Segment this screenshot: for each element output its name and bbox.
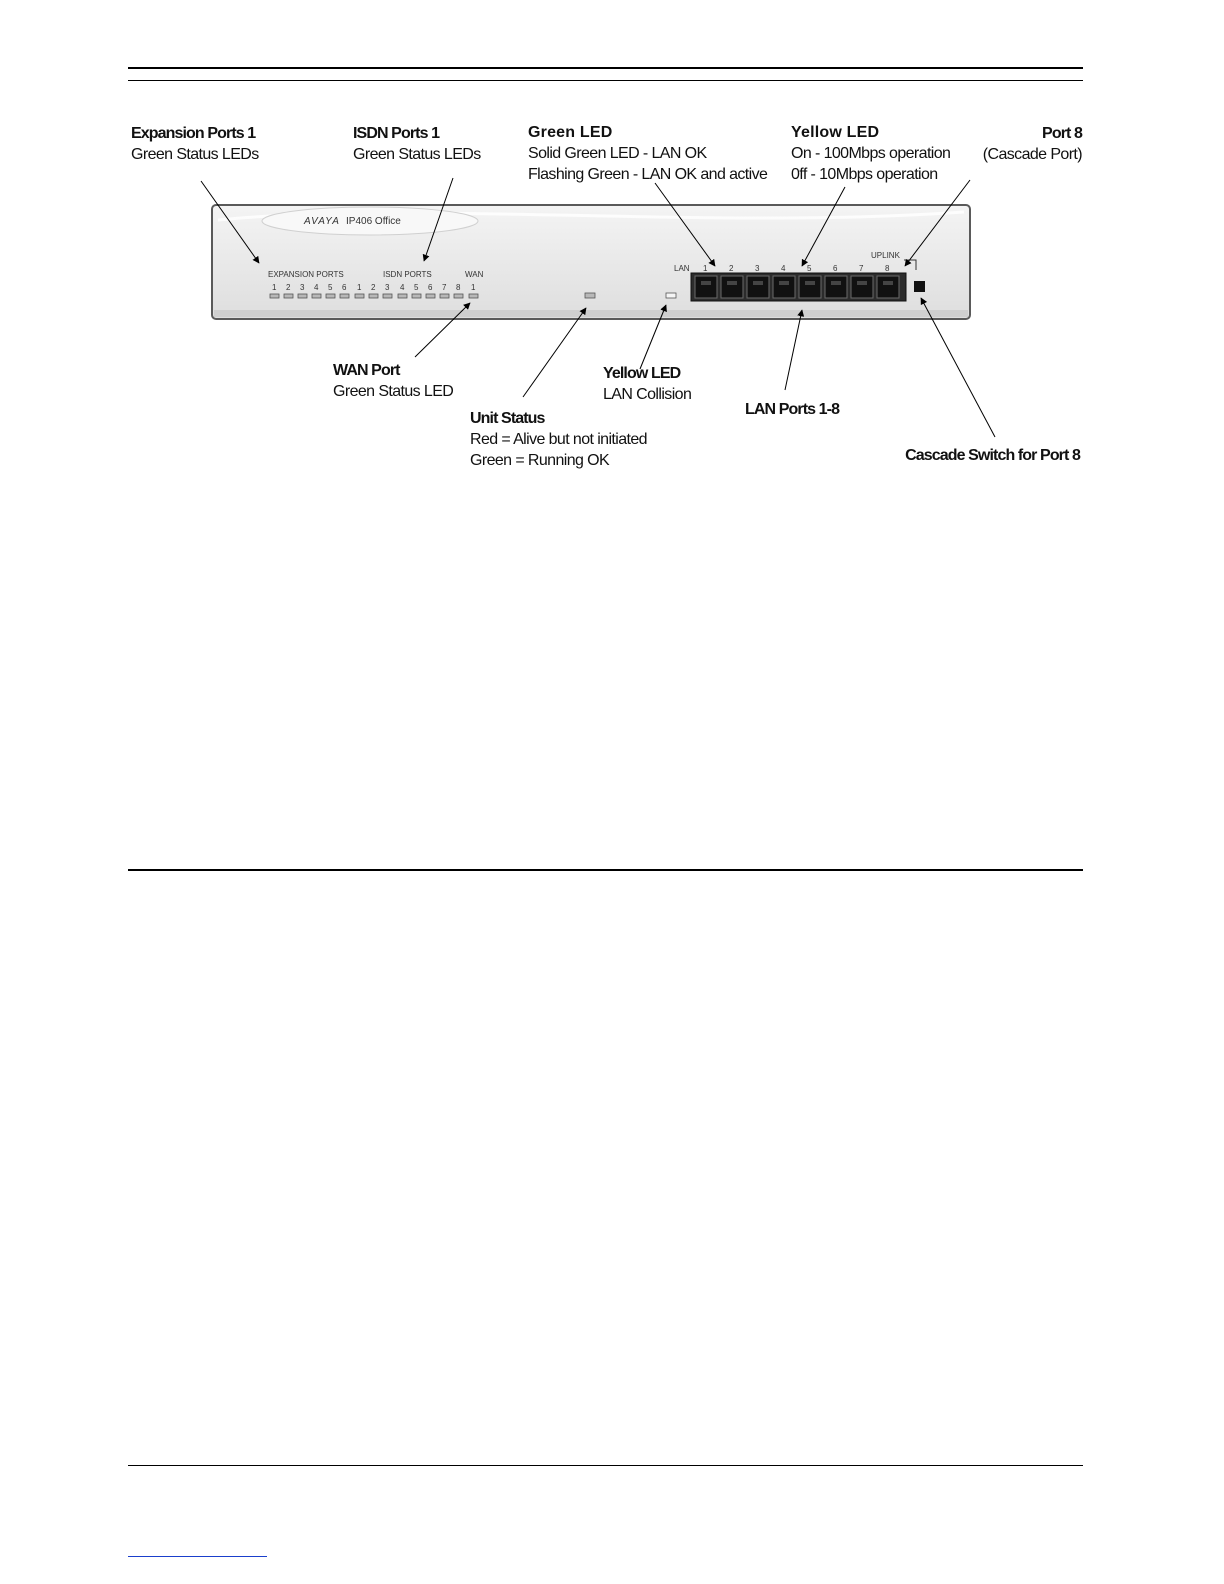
lan-port-number: 3 (755, 264, 760, 273)
callout-wan-port (333, 360, 453, 402)
isdn-led (454, 294, 463, 298)
isdn-port-number: 1 (357, 283, 362, 292)
expansion-led (298, 294, 307, 298)
callout-line: Flashing Green - LAN OK and active (528, 166, 768, 183)
unit-status-led (585, 293, 595, 298)
callout-line: Green = Running OK (470, 452, 610, 469)
isdn-led (426, 294, 435, 298)
arrow-unit-status (523, 308, 586, 397)
isdn-port-number: 2 (371, 283, 376, 292)
expansion-led (312, 294, 321, 298)
callout-line: Green Status LEDs (131, 146, 259, 163)
expansion-port-number: 3 (300, 283, 305, 292)
wan-led (469, 294, 478, 298)
callout-green-led (528, 122, 767, 185)
lan-port-5[interactable] (799, 276, 821, 298)
isdn-led (412, 294, 421, 298)
callout-title: Green LED (528, 124, 613, 141)
lan-port-6[interactable] (825, 276, 847, 298)
callout-title: Yellow LED (791, 124, 880, 141)
lan-port-block (691, 273, 906, 301)
isdn-led (369, 294, 378, 298)
callout-port-8 (960, 123, 1082, 165)
callout-title: WAN Port (333, 362, 400, 379)
lan-port-number: 5 (807, 264, 812, 273)
isdn-led (398, 294, 407, 298)
callout-expansion-ports (131, 123, 259, 165)
uplink-label: UPLINK (871, 251, 900, 260)
lan-port-1[interactable] (695, 276, 717, 298)
isdn-port-number: 3 (385, 283, 390, 292)
cascade-switch[interactable] (914, 281, 925, 292)
callout-unit-status (470, 408, 647, 471)
callout-title: Yellow LED (603, 365, 681, 382)
callout-lan-ports (745, 399, 839, 420)
callout-line: (Cascade Port) (982, 146, 1082, 163)
callout-line: On - 100Mbps operation (791, 145, 951, 162)
isdn-port-number: 7 (442, 283, 447, 292)
isdn-port-number: 8 (456, 283, 461, 292)
expansion-led (340, 294, 349, 298)
wan-label: WAN (465, 270, 484, 279)
callout-line: Green Status LEDs (353, 146, 481, 163)
expansion-led (326, 294, 335, 298)
isdn-port-number: 6 (428, 283, 433, 292)
isdn-port-number: 4 (400, 283, 405, 292)
callout-title: Expansion Ports 1 (131, 125, 256, 142)
callout-line: LAN Collision (603, 386, 692, 403)
expansion-port-number: 1 (272, 283, 277, 292)
callout-line: 0ff - 10Mbps operation (791, 166, 938, 183)
callout-line: Solid Green LED - LAN OK (528, 145, 707, 162)
callout-title: Cascade Switch for Port 8 (905, 447, 1080, 464)
lan-port-8[interactable] (877, 276, 899, 298)
callout-line: Green Status LED (333, 383, 454, 400)
expansion-port-number: 2 (286, 283, 291, 292)
lan-port-number: 2 (729, 264, 734, 273)
model-name: IP406 Office (346, 216, 401, 227)
lan-port-number: 6 (833, 264, 838, 273)
callout-title: Port 8 (1042, 125, 1082, 142)
callout-yellow-led-collision (603, 363, 691, 405)
lan-port-3[interactable] (747, 276, 769, 298)
isdn-port-number: 5 (414, 283, 419, 292)
lan-port-number: 8 (885, 264, 890, 273)
callout-cascade-switch (860, 445, 1080, 466)
lan-port-number: 7 (859, 264, 864, 273)
lan-label: LAN (674, 264, 690, 273)
isdn-led (355, 294, 364, 298)
expansion-led (284, 294, 293, 298)
callout-title: ISDN Ports 1 (353, 125, 440, 142)
isdn-led (440, 294, 449, 298)
callout-title: LAN Ports 1-8 (745, 401, 840, 418)
callout-title: Unit Status (470, 410, 545, 427)
lan-port-7[interactable] (851, 276, 873, 298)
expansion-port-number: 6 (342, 283, 347, 292)
lan-port-2[interactable] (721, 276, 743, 298)
lan-port-number: 4 (781, 264, 786, 273)
isdn-ports-label: ISDN PORTS (383, 270, 432, 279)
lan-port-4[interactable] (773, 276, 795, 298)
lan-collision-led (666, 293, 676, 298)
wan-port-number: 1 (471, 283, 476, 292)
isdn-led (383, 294, 392, 298)
expansion-port-number: 5 (328, 283, 333, 292)
arrow-lan-ports (785, 310, 802, 390)
brand-logo: AVAYA (304, 216, 340, 227)
lan-port-number: 1 (703, 264, 708, 273)
expansion-port-number: 4 (314, 283, 319, 292)
callout-isdn-ports (353, 123, 481, 165)
callout-line: Red = Alive but not initiated (470, 431, 647, 448)
expansion-led (270, 294, 279, 298)
callout-yellow-led-top (791, 122, 950, 185)
expansion-ports-label: EXPANSION PORTS (268, 270, 344, 279)
